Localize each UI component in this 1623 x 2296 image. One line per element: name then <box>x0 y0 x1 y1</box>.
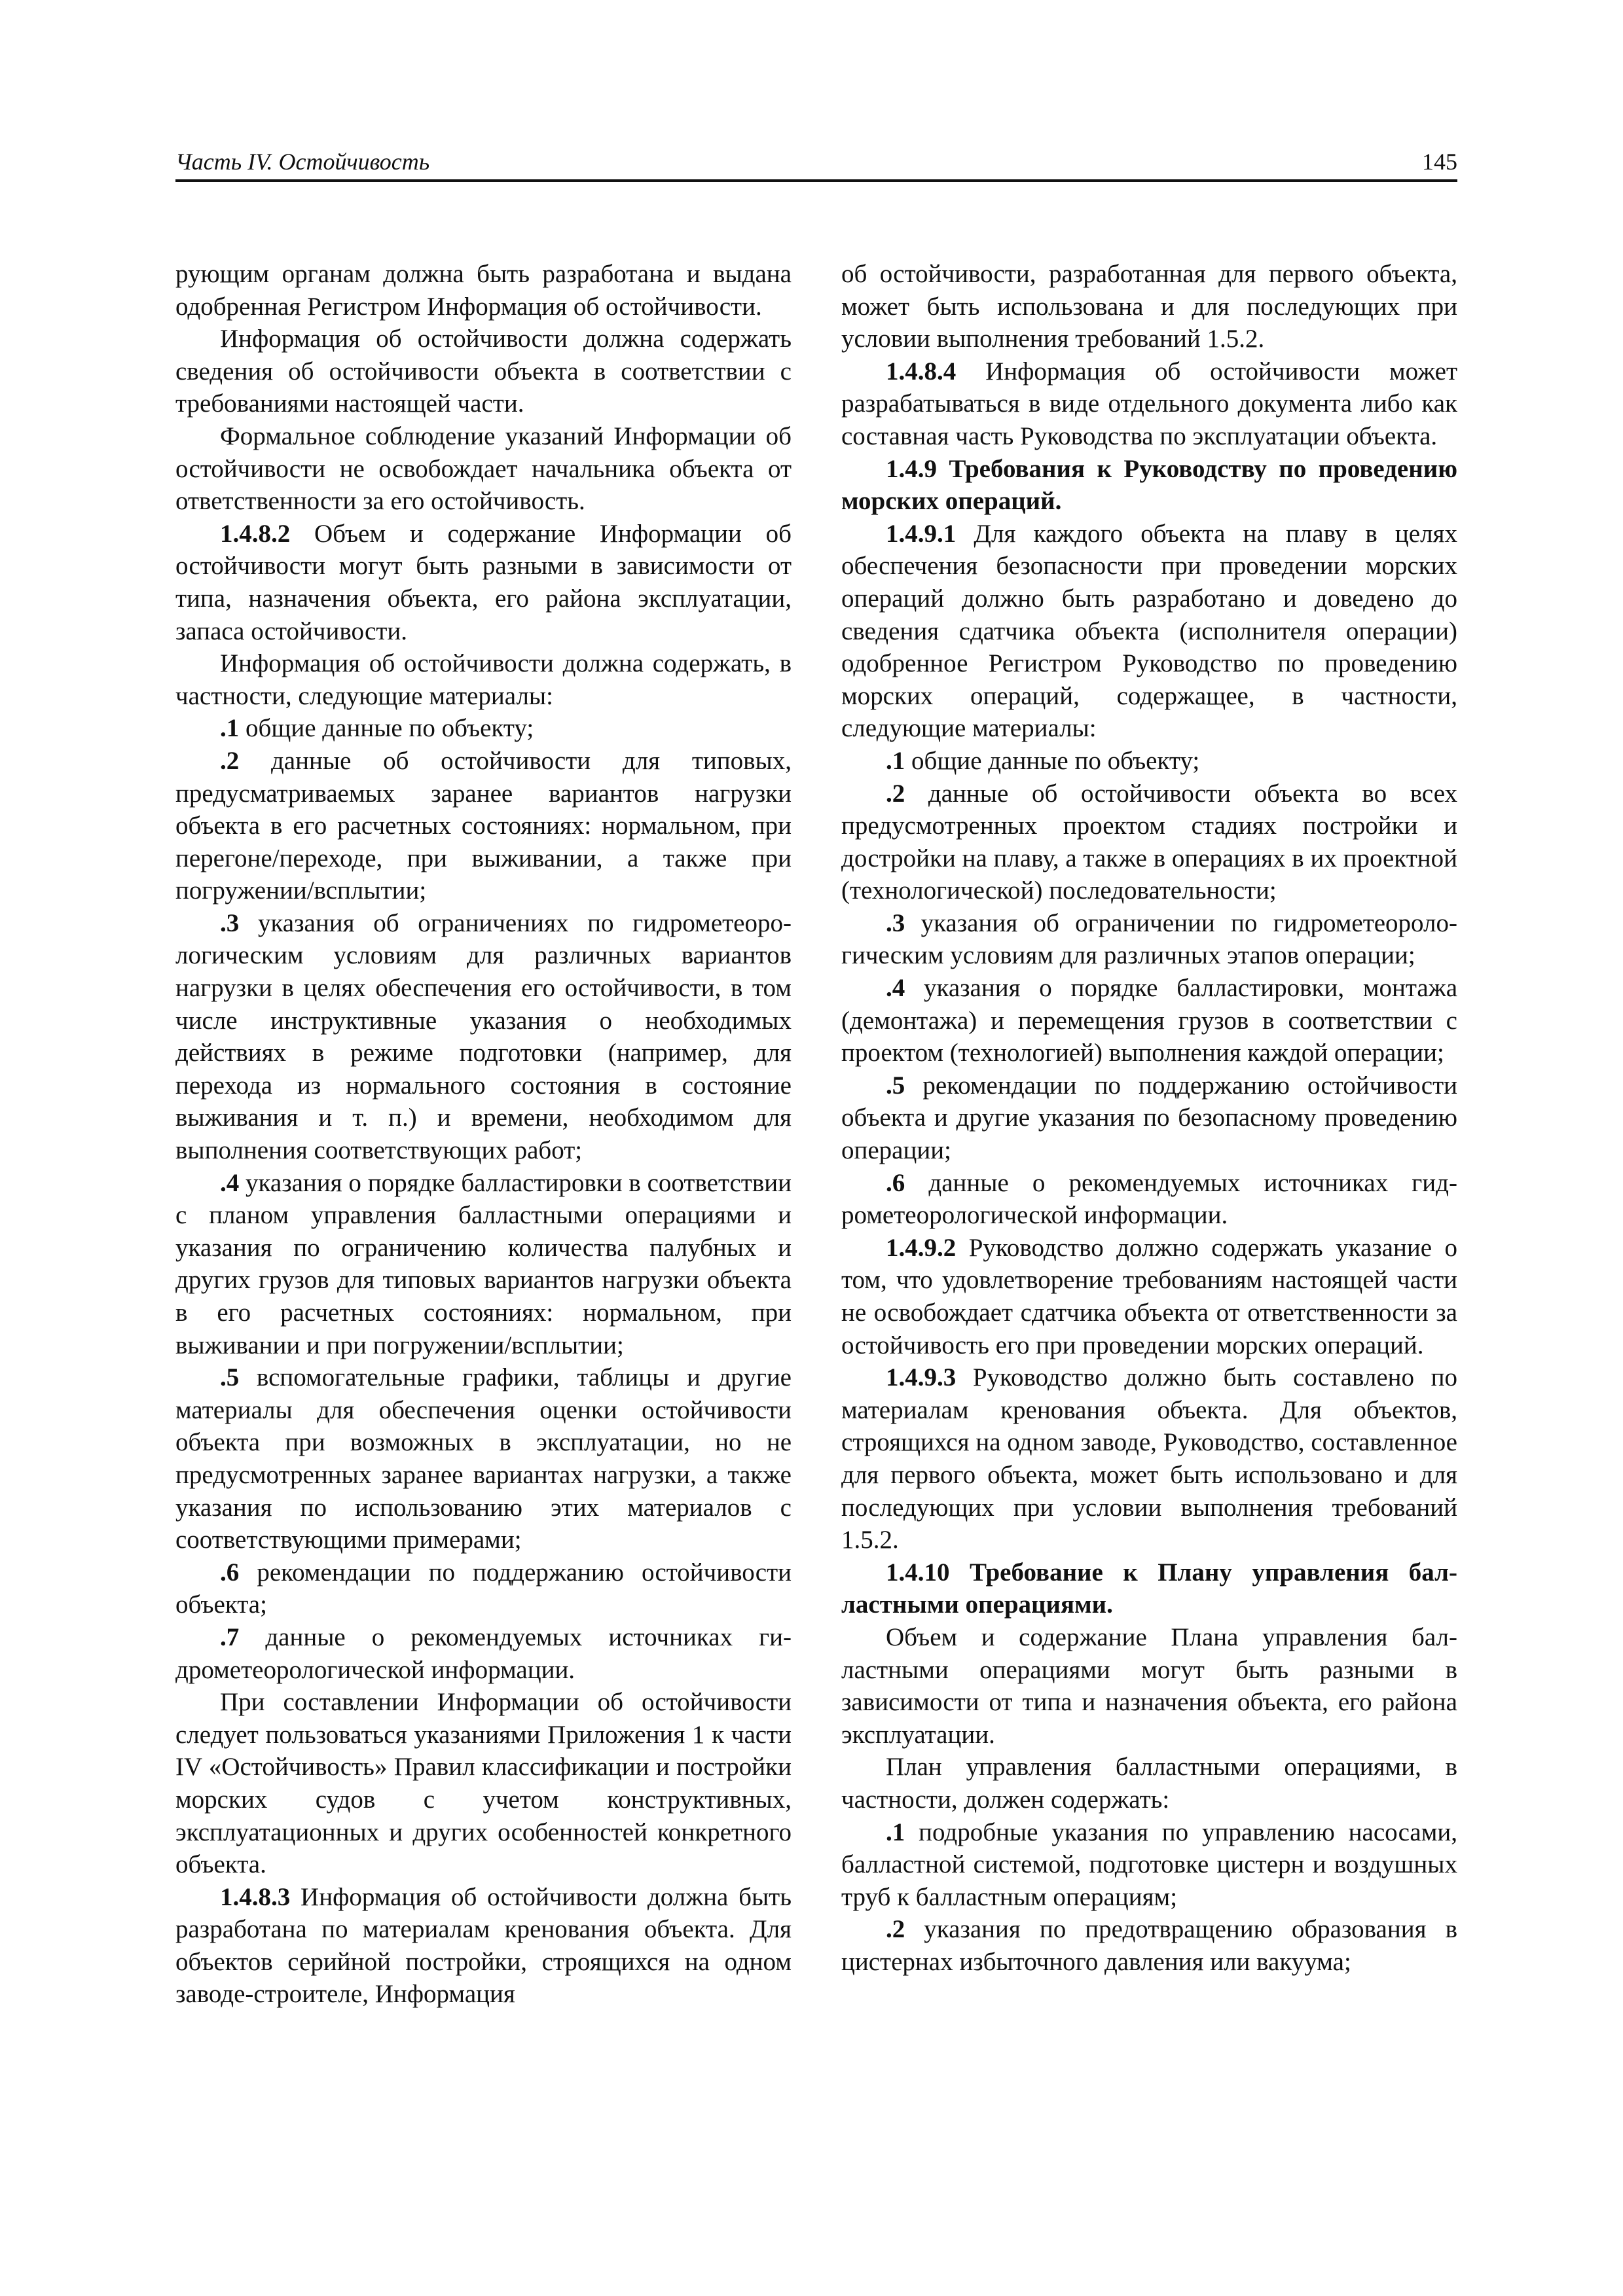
paragraph <box>841 778 1457 907</box>
paragraph <box>841 1816 1457 1914</box>
paragraph <box>175 1167 792 1362</box>
clause-number: .5 <box>220 1363 240 1392</box>
paragraph <box>175 647 792 712</box>
clause-number: .1 <box>220 714 240 743</box>
paragraph <box>175 323 792 420</box>
paragraph <box>841 1069 1457 1167</box>
clause-number: .2 <box>220 746 240 775</box>
left-text-column <box>175 258 792 2011</box>
paragraph <box>841 907 1457 972</box>
paragraph <box>175 1361 792 1556</box>
clause-number: .6 <box>220 1558 240 1587</box>
clause-number: .2 <box>886 1915 905 1944</box>
section-heading <box>841 1556 1457 1621</box>
paragraph-text: План управления балластными операциями, в частности, должен содержать: <box>841 1753 1457 1814</box>
paragraph-text: Формальное соблюдение указаний Информации об остойчивости не освобождает начальника объекта от ответственности за его остойчивость. <box>175 422 792 516</box>
paragraph-text: Объем и содержание Плана управления балластными операциями могут быть разными в зависимости от типа и назначения объекта, его района эксплуатации. <box>841 1623 1457 1749</box>
paragraph-text: данные о рекомендуемых источниках гидрометеорологической информации. <box>841 1168 1457 1230</box>
paragraph <box>175 258 792 323</box>
paragraph <box>841 1361 1457 1556</box>
clause-number: .6 <box>886 1168 905 1197</box>
paragraph-text: рекомендации по поддержанию остойчивости объекта и другие указания по безопасному проведению операции; <box>841 1071 1457 1165</box>
paragraph-text: данные о рекомендуемых источниках гидрометеорологической информации. <box>175 1623 792 1684</box>
clause-number: .4 <box>220 1168 240 1197</box>
paragraph <box>175 1556 792 1621</box>
paragraph-text: данные об остойчивости для типовых, предусматриваемых заранее вариантов нагрузки объекта в его расчетных состояниях: нормальном, при перегоне/переходе, при выживании, а также при погружении/всплытии; <box>175 746 792 905</box>
paragraph <box>175 907 792 1167</box>
paragraph <box>841 1751 1457 1816</box>
section-heading <box>841 453 1457 518</box>
paragraph-text: рующим органам должна быть разработана и выдана одобренная Регистром Информация об остойчивости. <box>175 260 792 321</box>
paragraph <box>841 745 1457 778</box>
paragraph <box>175 1621 792 1686</box>
clause-number: 1.4.9 <box>886 454 937 483</box>
paragraph-text: Информация об остойчивости должна содержать, в частности, следующие материалы: <box>175 649 792 710</box>
page-number: 145 <box>1422 149 1457 175</box>
paragraph <box>841 1167 1457 1232</box>
paragraph-text: указания об ограничении по гидрометеорологическим условиям для различных этапов операции; <box>841 908 1457 970</box>
clause-number: 1.4.9.3 <box>886 1363 957 1392</box>
paragraph-text: рекомендации по поддержанию остойчивости объекта; <box>175 1558 792 1619</box>
clause-number: .3 <box>886 908 905 937</box>
paragraph-text: Руководство должно быть составлено по материалам кренования объекта. Для объектов, строящихся на одном заводе, Руководство, составленное для первого объекта, может быть использовано и для последующих при условии выполнения требований 1.5.2. <box>841 1363 1457 1554</box>
paragraph-text: об остойчивости, разработанная для первого объекта, может быть использована и для последующих при условии выполнения требований 1.5.2. <box>841 260 1457 353</box>
clause-number: 1.4.8.4 <box>886 357 957 386</box>
paragraph-text: общие данные по объекту; <box>905 746 1200 775</box>
paragraph <box>175 712 792 745</box>
clause-number: 1.4.8.3 <box>220 1882 291 1911</box>
paragraph-text: вспомогательные графики, таблицы и другие материалы для обеспечения оценки остойчивости объекта при возможных в эксплуатации, но не предусмотренных заранее вариантах нагрузки, а также указания по использованию этих материалов с соответствующими примерами; <box>175 1363 792 1554</box>
clause-number: .7 <box>220 1623 240 1651</box>
paragraph-text: общие данные по объекту; <box>239 714 534 743</box>
paragraph <box>175 518 792 647</box>
clause-number: 1.4.9.1 <box>886 519 957 548</box>
paragraph-text: указания об ограничениях по гидрометеорологическим условиям для различных вариантов нагрузки в целях обеспечения его остойчивости, в том числе инструктивные указания о необходимых действиях в режиме подготовки (например, для перехода из нормального состояния в состояние выживания и т. п.) и времени, необходимом для выполнения соответствующих работ; <box>175 908 792 1165</box>
paragraph-text: указания о порядке балластировки в соответствии с планом управления балластными операциями и указания по ограничению количества палубных и других грузов для типовых вариантов нагрузки объекта в его расчетных состояниях: нормальном, при выживании и при погружении/всплытии; <box>175 1168 792 1359</box>
paragraph-text: Руководство должно содержать указание о том, что удовлетворение требованиям настоящей части не освобождает сдатчика объекта от ответственности за остойчивость его при проведении морских операций. <box>841 1233 1457 1359</box>
paragraph <box>841 1621 1457 1751</box>
paragraph-text: Информация об остойчивости может разрабатываться в виде отдельного документа либо как составная часть Руководства по эксплуатации объекта. <box>841 357 1457 450</box>
paragraph-text: Информация об остойчивости должна быть разработана по материалам кренования объекта. Для объектов серийной постройки, строящихся на одном заводе-строителе, Информация <box>175 1882 792 2009</box>
clause-number: 1.4.9.2 <box>886 1233 957 1262</box>
running-header <box>175 145 1457 182</box>
paragraph <box>175 745 792 907</box>
paragraph <box>841 972 1457 1069</box>
paragraph <box>841 518 1457 745</box>
paragraph <box>841 1913 1457 1978</box>
clause-number: 1.4.10 <box>886 1558 950 1587</box>
paragraph-text: подробные указания по управлению насосами, балластной системой, подготовке цистерн и воздушных труб к балластным операциям; <box>841 1818 1457 1911</box>
clause-number: 1.4.8.2 <box>220 519 291 548</box>
paragraph-text: Требование к Плану управления балластными операциями. <box>841 1558 1457 1619</box>
clause-number: .3 <box>220 908 240 937</box>
paragraph-text: Объем и содержание Информации об остойчивости могут быть разными в зависимости от типа, назначения объекта, его района эксплуатации, запаса остойчивости. <box>175 519 792 645</box>
paragraph <box>841 1232 1457 1361</box>
paragraph <box>841 355 1457 453</box>
paragraph-text: Для каждого объекта на плаву в целях обеспечения безопасности при проведении морских операций должно быть разработано и доведено до сведения сдатчика объекта (исполнителя операции) одобренное Регистром Руководство по проведению морских операций, содержащее, в частности, следующие материалы: <box>841 519 1457 743</box>
clause-number: .2 <box>886 779 905 808</box>
paragraph-text: указания по предотвращению образования в цистернах избыточного давления или вакуума; <box>841 1915 1457 1976</box>
paragraph-text: указания о порядке балластировки, монтажа (демонтажа) и перемещения грузов в соответствии с проектом (технологией) выполнения каждой операции; <box>841 974 1457 1067</box>
paragraph <box>175 1686 792 1881</box>
paragraph <box>175 1881 792 2011</box>
paragraph-text: Информация об остойчивости должна содержать сведения об остойчивости объекта в соответствии с требованиями настоящей части. <box>175 325 792 418</box>
paragraph-text: При составлении Информации об остойчивости следует пользоваться указаниями Приложения 1 к части IV «Остойчивость» Правил классификации и постройки морских судов с учетом конструктивных, эксплуатационных и других особенностей конкретного объекта. <box>175 1688 792 1879</box>
clause-number: .1 <box>886 1818 905 1846</box>
paragraph <box>175 420 792 518</box>
paragraph-text: данные об остойчивости объекта во всех предусмотренных проектом стадиях постройки и достройки на плаву, а также в операциях в их проектной (технологической) последовательности; <box>841 779 1457 905</box>
paragraph-text: Требования к Руководству по проведению морских операций. <box>841 454 1457 516</box>
clause-number: .5 <box>886 1071 905 1100</box>
paragraph <box>841 258 1457 355</box>
header-section-title: Часть IV. Остойчивость <box>175 149 430 175</box>
right-text-column <box>841 258 1457 1978</box>
clause-number: .1 <box>886 746 905 775</box>
clause-number: .4 <box>886 974 905 1003</box>
